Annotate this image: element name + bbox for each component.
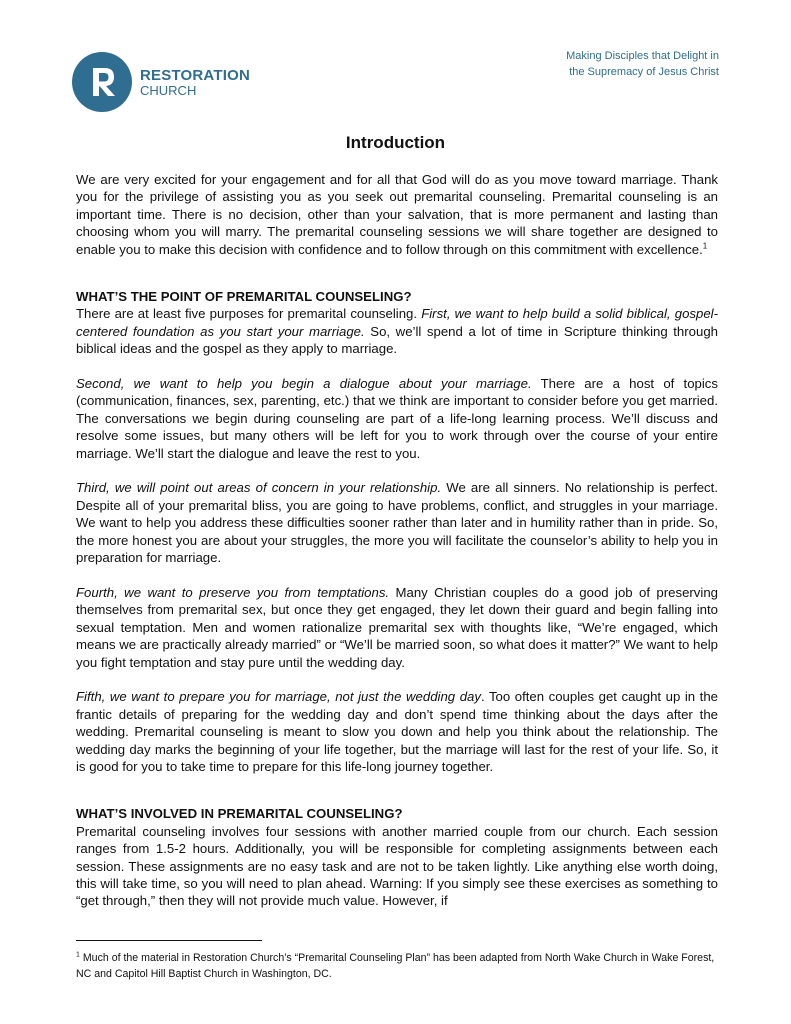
purpose-paragraph-2 <box>76 375 718 462</box>
purpose-paragraph-5 <box>76 688 718 775</box>
purpose-paragraph-3 <box>76 479 718 566</box>
purpose-3-emphasis: Third, we will point out areas of concern in your relationship. <box>76 480 442 496</box>
purpose-2-emphasis: Second, we want to help you begin a dialogue about your marriage. <box>76 376 532 392</box>
tagline-line-1: Making Disciples that Delight in <box>566 50 719 62</box>
section-heading-involved: WHAT’S INVOLVED IN PREMARITAL COUNSELING? <box>76 806 403 822</box>
purpose-3-text: We are all sinners. No relationship is perfect. Despite all of your premarital bliss, you are going to have problems, conflict, and struggles in your marriage. We want to help you address these difficulties sooner rather than later and in humility rather than in pride. So, the more honest you are about your struggles, the more you will facilitate the counselor’s ability to help you in preparation for marriage. <box>76 480 718 566</box>
church-logo <box>72 52 250 112</box>
restoration-r-logo-icon <box>72 52 132 112</box>
purpose-1-emphasis: First, we want to help build a solid biblical, gospel-centered foundation as you start your marriage. <box>76 306 718 339</box>
logo-subtitle: CHURCH <box>140 82 197 98</box>
purpose-4-text: Many Christian couples do a good job of preserving themselves from premarital sex, but once they get engaged, they let down their guard and begin falling into sexual temptation. Men and women rationalize premarital sex with thoughts like, “We’re engaged, which means we are practically already married” or “We’ll be married soon, so what does it matter?” We want to help you fight temptation and stay pure until the wedding day. <box>76 584 718 670</box>
footnote-text: Much of the material in Restoration Church’s “Premarital Counseling Plan” has been adapted from North Wake Church in Wake Forest, NC and Capitol Hill Baptist Church in Washington, DC. <box>76 952 715 980</box>
logo-name: RESTORATION <box>140 66 250 84</box>
tagline-line-2: the Supremacy of Jesus Christ <box>569 66 719 78</box>
intro-paragraph <box>76 171 718 258</box>
purpose-5-emphasis: Fifth, we want to prepare you for marriage, not just the wedding day <box>76 689 481 705</box>
footnote-number: 1 <box>76 951 80 959</box>
page-title: Introduction <box>345 133 446 152</box>
involved-paragraph: Premarital counseling involves four sessions with another married couple from our church. Each session ranges from 1.5-2 hours. Additionally, you will be responsible for completing assignments between each session. These assignments are no easy task and are not to be taken lightly. Like anything else worth doing, this will take time, so you will need to plan ahead. Warning: If you simply see these exercises as something to “get through,” then they will not provide much value. However, if <box>76 823 718 909</box>
church-tagline <box>566 48 719 80</box>
section-heading-point: WHAT’S THE POINT OF PREMARITAL COUNSELING? <box>76 289 412 305</box>
footnote-ref: 1 <box>702 241 708 251</box>
purpose-5-text: . Too often couples get caught up in the frantic details of preparing for the wedding day and don’t spend time thinking about the days after the wedding. Premarital counseling is meant to slow you down and help you think about the relationship. The wedding day marks the beginning of your life together, but the marriage will last for the rest of your life. So, it is good for you to take time to prepare for this life-long journey together. <box>76 689 718 774</box>
footnote <box>76 950 718 982</box>
purpose-2-text: There are a host of topics (communication, finances, sex, parenting, etc.) that we think are important to consider before you get married. The conversations we begin during counseling are part of a life-long learning process. We’ll discuss and resolve some issues, but many others will be left for you to work through over the course of your entire marriage. We’ll start the dialogue and leave the rest to you. <box>76 376 718 461</box>
footnote-divider <box>76 940 262 941</box>
purpose-paragraph-4 <box>76 584 718 671</box>
main-content <box>76 171 718 910</box>
purpose-4-emphasis: Fourth, we want to preserve you from temptations. <box>76 584 390 600</box>
intro-text: We are very excited for your engagement and for all that God will do as you move toward marriage. Thank you for the privilege of assisting you as you seek out premarital counseling. Premarital counseling is an important time. There is no decision, other than your salvation, that is more permanent and lasting than choosing whom you will marry. The premarital counseling sessions we will share together are designed to enable you to make this decision with confidence and to follow through on this commitment with excellence. <box>76 172 718 257</box>
purpose-paragraph-1 <box>76 305 718 357</box>
purpose-1-lead: There are at least five purposes for premarital counseling. <box>76 306 422 322</box>
purpose-1-text: So, we’ll spend a lot of time in Scripture thinking through biblical ideas and the gospel as they apply to marriage. <box>76 323 718 357</box>
